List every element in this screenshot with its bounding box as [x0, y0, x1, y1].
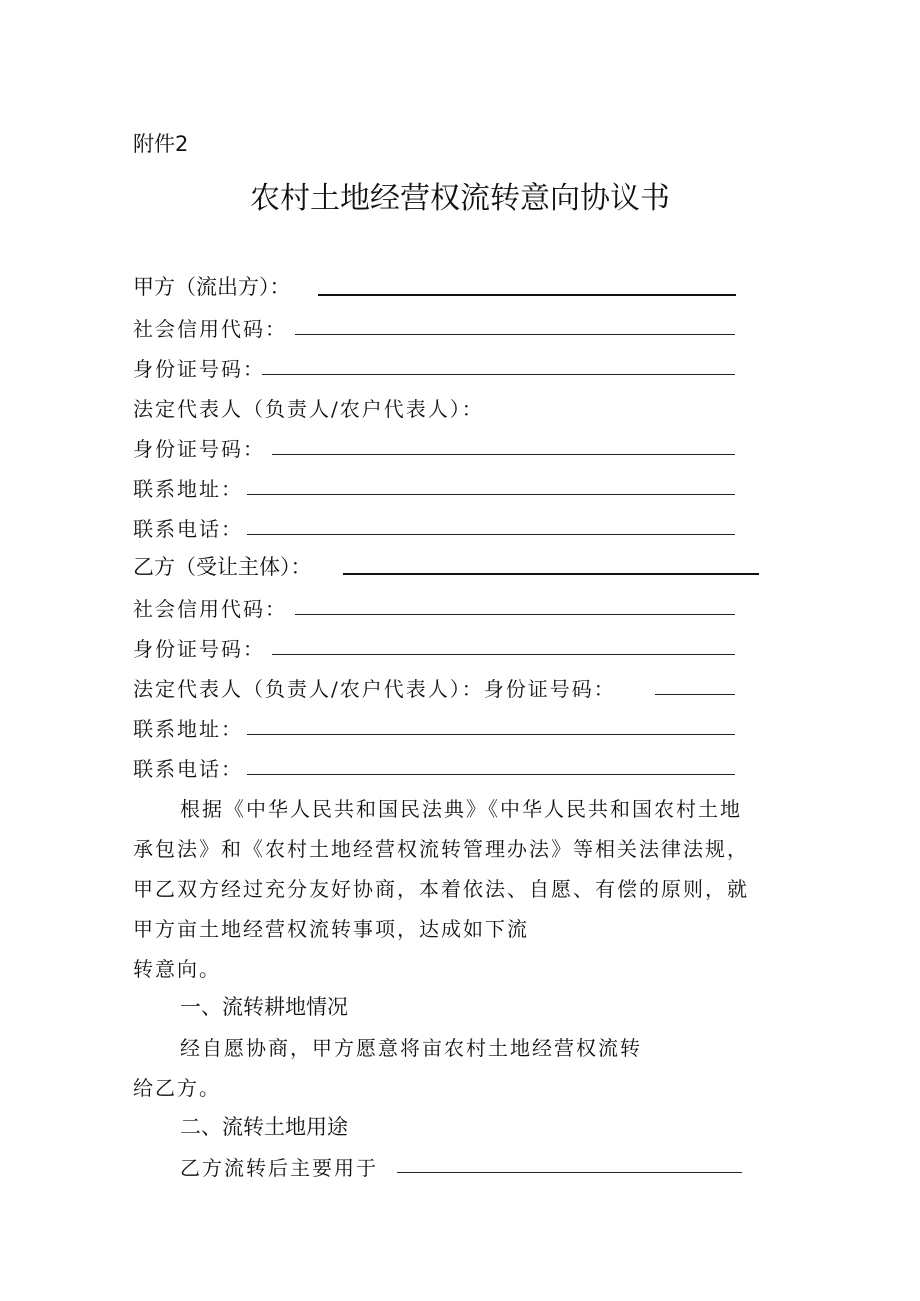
party-b-heading: 乙方（受让主体）：: [133, 555, 312, 579]
preamble-line: 甲乙双方经过充分友好协商，本着依法、自愿、有偿的原则，就: [133, 877, 749, 901]
party-b-legal-rep-label: 法定代表人（负责人/农户代表人）：身份证号码：: [133, 677, 616, 701]
attachment-label: 附件2: [133, 132, 189, 156]
party-a-credit-code-label: 社会信用代码：: [133, 317, 287, 341]
section-2-heading: 二、流转土地用途: [180, 1115, 348, 1139]
section-1-heading: 一、流转耕地情况: [180, 995, 348, 1019]
party-b-id-blank[interactable]: [272, 654, 735, 655]
section-2-line: 乙方流转后主要用于: [180, 1156, 378, 1180]
party-b-address-blank[interactable]: [247, 734, 735, 735]
party-b-phone-blank[interactable]: [247, 774, 735, 775]
preamble-line: 甲方亩土地经营权流转事项，达成如下流: [133, 917, 529, 941]
party-a-id-label: 身份证号码：: [133, 357, 265, 381]
party-a-address-blank[interactable]: [247, 494, 735, 495]
land-use-blank[interactable]: [397, 1172, 742, 1173]
party-b-phone-label: 联系电话：: [133, 757, 243, 781]
party-a-id-blank[interactable]: [262, 374, 735, 375]
section-1-line: 经自愿协商，甲方愿意将亩农村土地经营权流转: [180, 1036, 642, 1060]
preamble-line: 承包法》和《农村土地经营权流转管理办法》等相关法律法规，: [133, 837, 749, 861]
party-b-credit-code-blank[interactable]: [295, 614, 735, 615]
party-a-phone-label: 联系电话：: [133, 517, 243, 541]
party-a-credit-code-blank[interactable]: [295, 334, 735, 335]
party-b-id-label: 身份证号码：: [133, 637, 265, 661]
party-b-address-label: 联系地址：: [133, 717, 243, 741]
party-a-heading: 甲方（流出方）：: [133, 275, 291, 299]
party-a-phone-blank[interactable]: [247, 534, 735, 535]
section-1-line: 给乙方。: [133, 1076, 221, 1100]
preamble-line: 转意向。: [133, 957, 221, 981]
party-a-rep-id-blank[interactable]: [272, 454, 735, 455]
party-b-credit-code-label: 社会信用代码：: [133, 597, 287, 621]
party-a-address-label: 联系地址：: [133, 477, 243, 501]
party-b-rep-id-blank[interactable]: [655, 694, 735, 695]
party-b-name-blank[interactable]: [343, 573, 759, 575]
party-a-rep-id-label: 身份证号码：: [133, 437, 265, 461]
document-title: 农村土地经营权流转意向协议书: [250, 181, 670, 216]
party-a-legal-rep-label: 法定代表人（负责人/农户代表人）：: [133, 397, 484, 421]
party-a-name-blank[interactable]: [318, 294, 736, 296]
preamble-line: 根据《中华人民共和国民法典》《中华人民共和国农村土地: [180, 797, 742, 821]
